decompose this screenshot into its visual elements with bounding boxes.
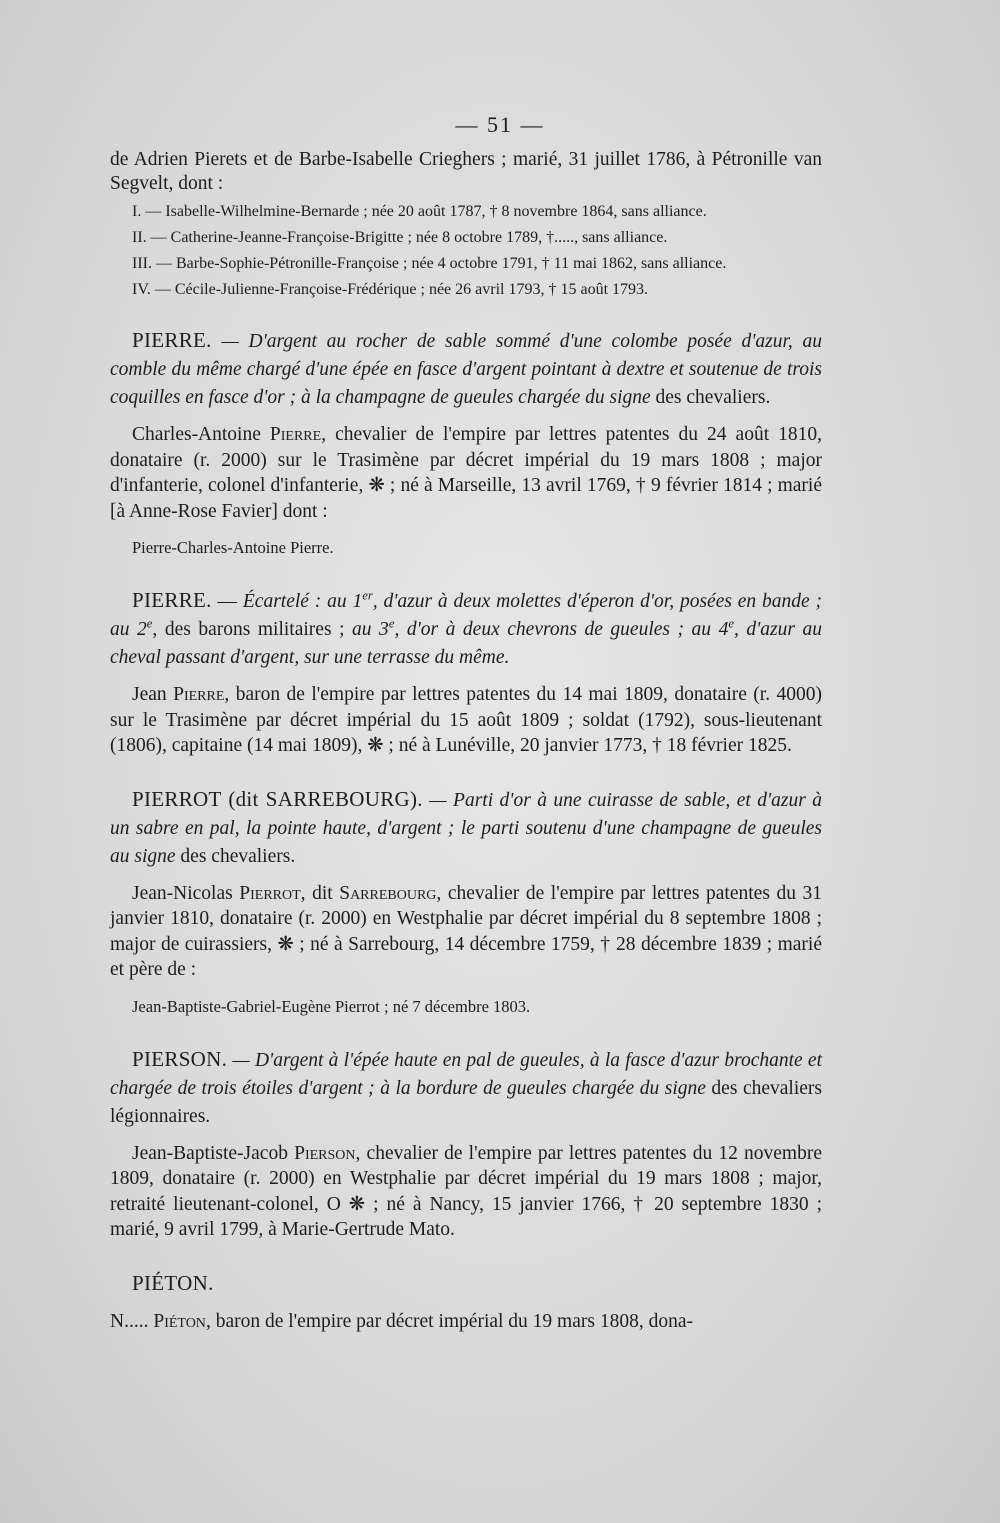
blazon-part-a: Écartelé : au 1 [242,591,363,612]
person-surname: Pierrot [239,882,301,904]
entry-pierson [110,1045,822,1243]
biography-text: , chevalier de l'empire par lettres patentes du 12 novembre 1809, donataire (r. 2000) en Westphalie par décret impérial du 19 mars 1808 ; major, retraité lieutenant-colonel, O ❋ ; né à Nancy, 15 janvier 1766, † 20 septembre 1830 ; marié, 9 avril 1799, à Marie-Gertrude Mato. [110,1142,822,1240]
entry-heading [110,1269,822,1299]
biography-text: , chevalier de l'empire par lettres patentes du 24 août 1810, donataire (r. 2000) sur le Trasimène par décret impérial du 19 mars 1808 ; major d'infanterie, colonel d'infanterie, ❋ ; né à Marseille, 13 avril 1769, † 9 février 1814 ; marié [à Anne-Rose Favier] dont : [110,424,822,522]
blazon-plain: , des barons militaires ; [152,619,345,640]
superscript: e [728,616,734,631]
person-surname: Pierre [173,684,225,705]
person-first-name: Jean-Nicolas [132,882,233,904]
superscript: er [362,588,373,603]
page-body [110,148,822,1334]
page-number: — 51 — [455,112,545,137]
entry-pierre-2 [110,586,822,759]
biography [110,881,822,983]
biography-text: , baron de l'empire par décret impérial du 19 mars 1808, dona- [205,1310,693,1332]
entry-name: PIERROT (dit SARREBOURG). [132,786,423,811]
dit-connector: , dit [300,882,340,904]
blazon-tail: des chevaliers. [650,387,771,408]
entry-pieton [110,1269,822,1335]
entry-heading [110,1045,822,1131]
person-surname: Pierson [294,1142,356,1164]
blazon-tail: des chevaliers. [175,845,296,867]
child-entry: IV. — Cécile-Julienne-Françoise-Frédérique ; née 26 avril 1793, † 15 août 1793. [132,281,649,298]
entry-name: PIERSON. [132,1046,228,1071]
blazon: — Parti d'or à une cuirasse de sable, et d'azur à un sabre en pal, la pointe haute, d'argent ; le parti soutenu d'une champagne de gueules au signe [110,789,822,867]
descendant: Jean-Baptiste-Gabriel-Eugène Pierrot ; né 7 décembre 1803. [132,996,531,1016]
person-first-name: N..... [110,1310,149,1332]
person-first-name: Charles-Antoine [132,424,261,445]
biography [110,1309,822,1335]
entry-heading [110,586,822,672]
entry-pierrot [110,785,822,1019]
entry-name: PIERRE. [132,588,212,612]
intro-paragraph: de Adrien Pierets et de Barbe-Isabelle Crieghers ; marié, 31 juillet 1786, à Pétronille van Segvelt, dont : [110,149,822,194]
entry-heading [110,326,822,412]
biography-text: , chevalier de l'empire par lettres patentes du 31 janvier 1810, donataire (r. 2000) en Westphalie par décret impérial du 8 septembre 1808 ; major de cuirassiers, ❋ ; né à Sarrebourg, 14 décembre 1759, † 28 décembre 1839 ; marié et père de : [110,882,822,980]
child-entry: I. — Isabelle-Wilhelmine-Bernarde ; née 20 août 1787, † 8 novembre 1864, sans alliance. [132,203,707,220]
biography [110,422,822,524]
children-list [110,202,822,300]
entry-name: PIÉTON. [132,1270,214,1295]
blazon: — D'argent au rocher de sable sommé d'une colombe posée d'azur, au comble du même chargé d'une épée en fasce d'argent pointant à dextre et soutenue de trois coquilles en fasce d'or ; à la champagne de gueules chargée du signe [110,331,822,408]
child-entry: II. — Catherine-Jeanne-Françoise-Brigitte ; née 8 octobre 1789, †....., sans alliance. [132,229,668,246]
descendant: Pierre-Charles-Antoine Pierre. [132,538,334,557]
dit-name: Sarrebourg [339,882,437,904]
person-surname: Piéton [153,1310,206,1332]
biography [110,682,822,759]
dash: — [217,591,243,612]
blazon: — D'argent à l'épée haute en pal de gueules, à la fasce d'azur brochante et chargée de trois étoiles d'argent ; à la bordure de gueules chargée du signe [110,1049,822,1099]
entry-pierre-1 [110,326,822,560]
blazon-part-d: , d'or à deux chevrons de gueules ; au 4 [394,619,729,640]
blazon-tail: des chevaliers légionnaires. [110,1077,822,1127]
blazon-part-c: au 3 [344,619,389,640]
entry-heading [110,785,822,871]
person-first-name: Jean [132,684,167,705]
person-surname: Pierre [269,424,322,445]
biography [110,1141,822,1243]
blazon-part-b: , d'azur à deux molettes d'éperon d'or, posées en bande ; au 2 [110,591,823,640]
person-first-name: Jean-Baptiste-Jacob [132,1142,288,1164]
blazon-part-e: , d'azur au cheval passant d'argent, sur une terrasse du même. [110,619,822,668]
superscript: e [388,616,395,631]
superscript: e [146,616,153,631]
biography-text: , baron de l'empire par lettres patentes du 14 mai 1809, donataire (r. 4000) sur le Trasimène par décret impérial du 15 août 1809 ; soldat (1792), sous-lieutenant (1806), capitaine (14 mai 1809), ❋ ; né à Lunéville, 20 janvier 1773, † 18 février 1825. [110,684,823,756]
child-entry: III. — Barbe-Sophie-Pétronille-Françoise ; née 4 octobre 1791, † 11 mai 1862, sans alliance. [132,255,727,272]
entry-name: PIERRE. [132,328,212,352]
